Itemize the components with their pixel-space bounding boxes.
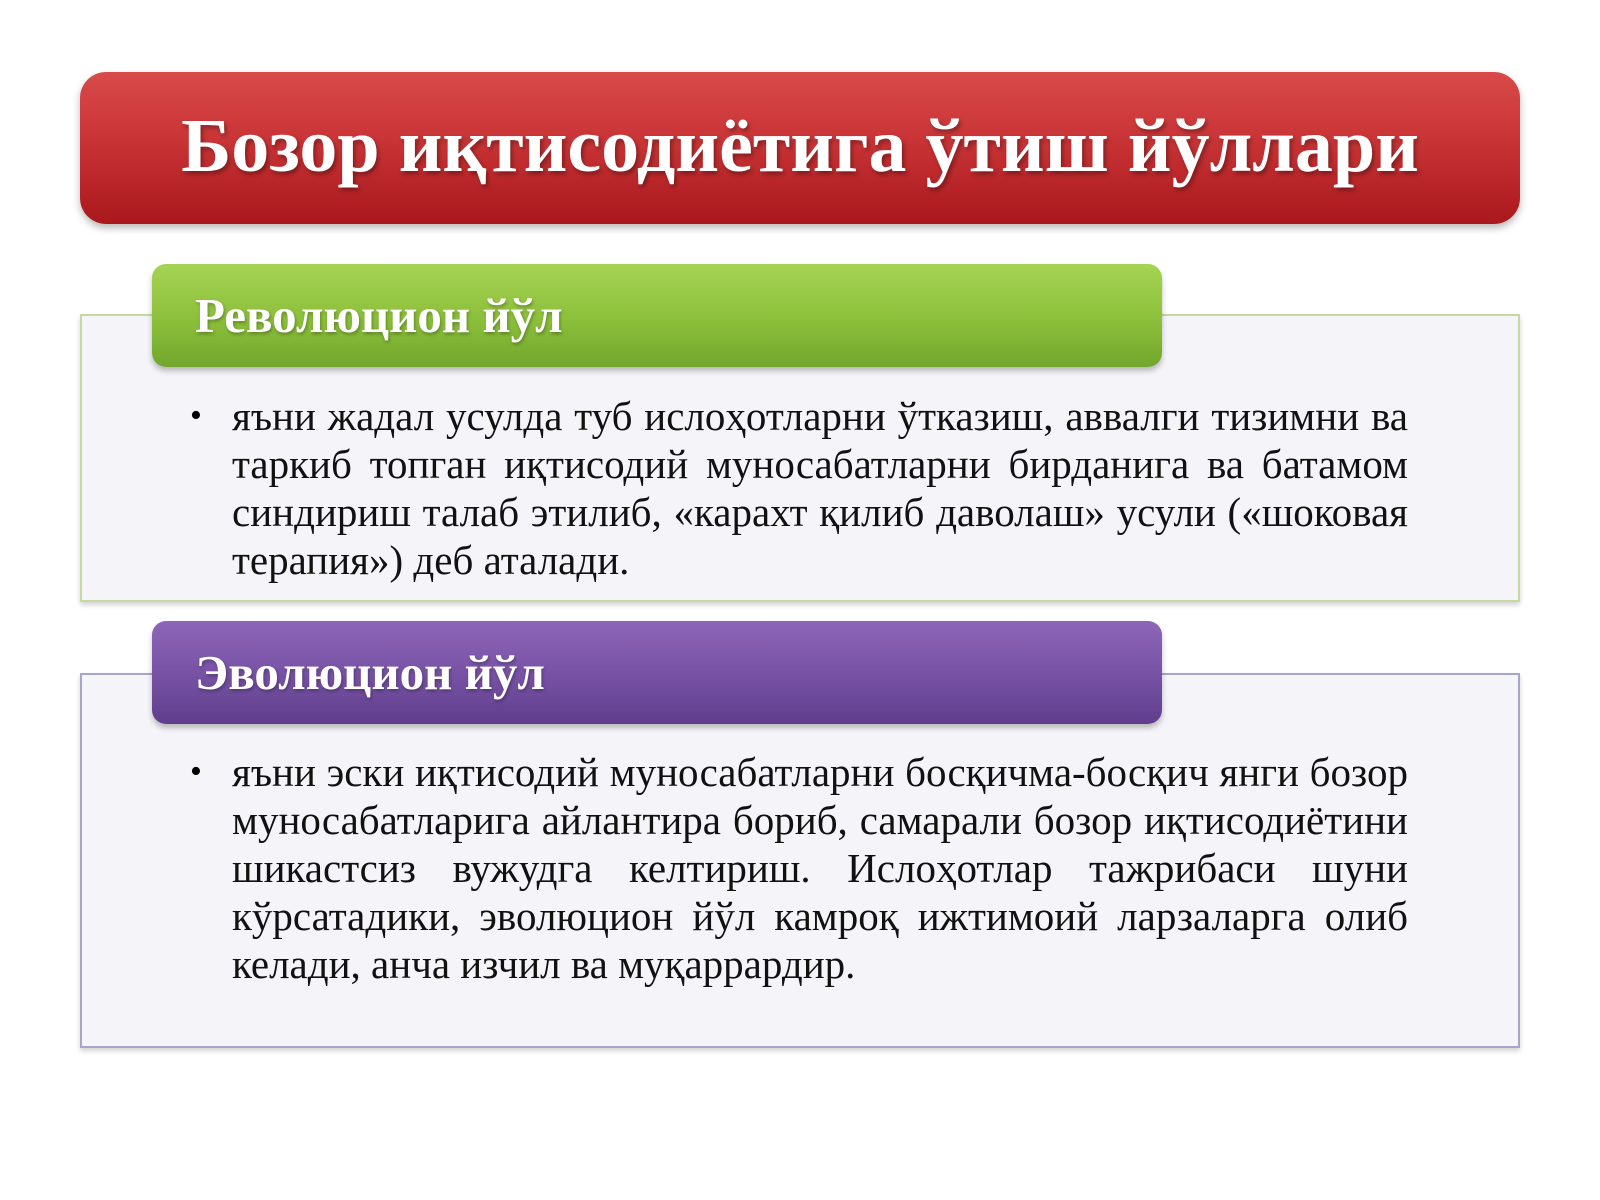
slide-title: Бозор иқтисодиётига ўтиш йўллари	[181, 104, 1419, 188]
revolution-heading: Революцион йўл	[195, 288, 563, 343]
bullet-icon: •	[190, 397, 202, 434]
evolution-bullet-item	[190, 748, 1408, 988]
bullet-icon: •	[190, 753, 202, 790]
evolution-header	[152, 621, 1162, 724]
evolution-heading: Эволюцион йўл	[195, 645, 545, 700]
revolution-bullet-item	[190, 392, 1408, 584]
revolution-description: яъни жадал усулда туб ислоҳотларни ўтказиш, аввалги тизимни ва таркиб топган иқтисодий муносабатларни бирданига ва батамом синдириш талаб этилиб, «карахт қилиб даволаш» усули («шоковая терапия») деб аталади.	[232, 393, 1408, 583]
title-banner	[80, 72, 1520, 224]
revolution-header	[152, 264, 1162, 367]
evolution-description: яъни эски иқтисодий муносабатларни босқичма-босқич янги бозор муносабатларига айлантира бориб, самарали бозор иқтисодиётини шикастсиз вужудга келтириш. Ислоҳотлар тажрибаси шуни кўрсатадики, эволюцион йўл камроқ ижтимоий ларзаларга олиб келади, анча изчил ва муқаррардир.	[232, 749, 1408, 987]
